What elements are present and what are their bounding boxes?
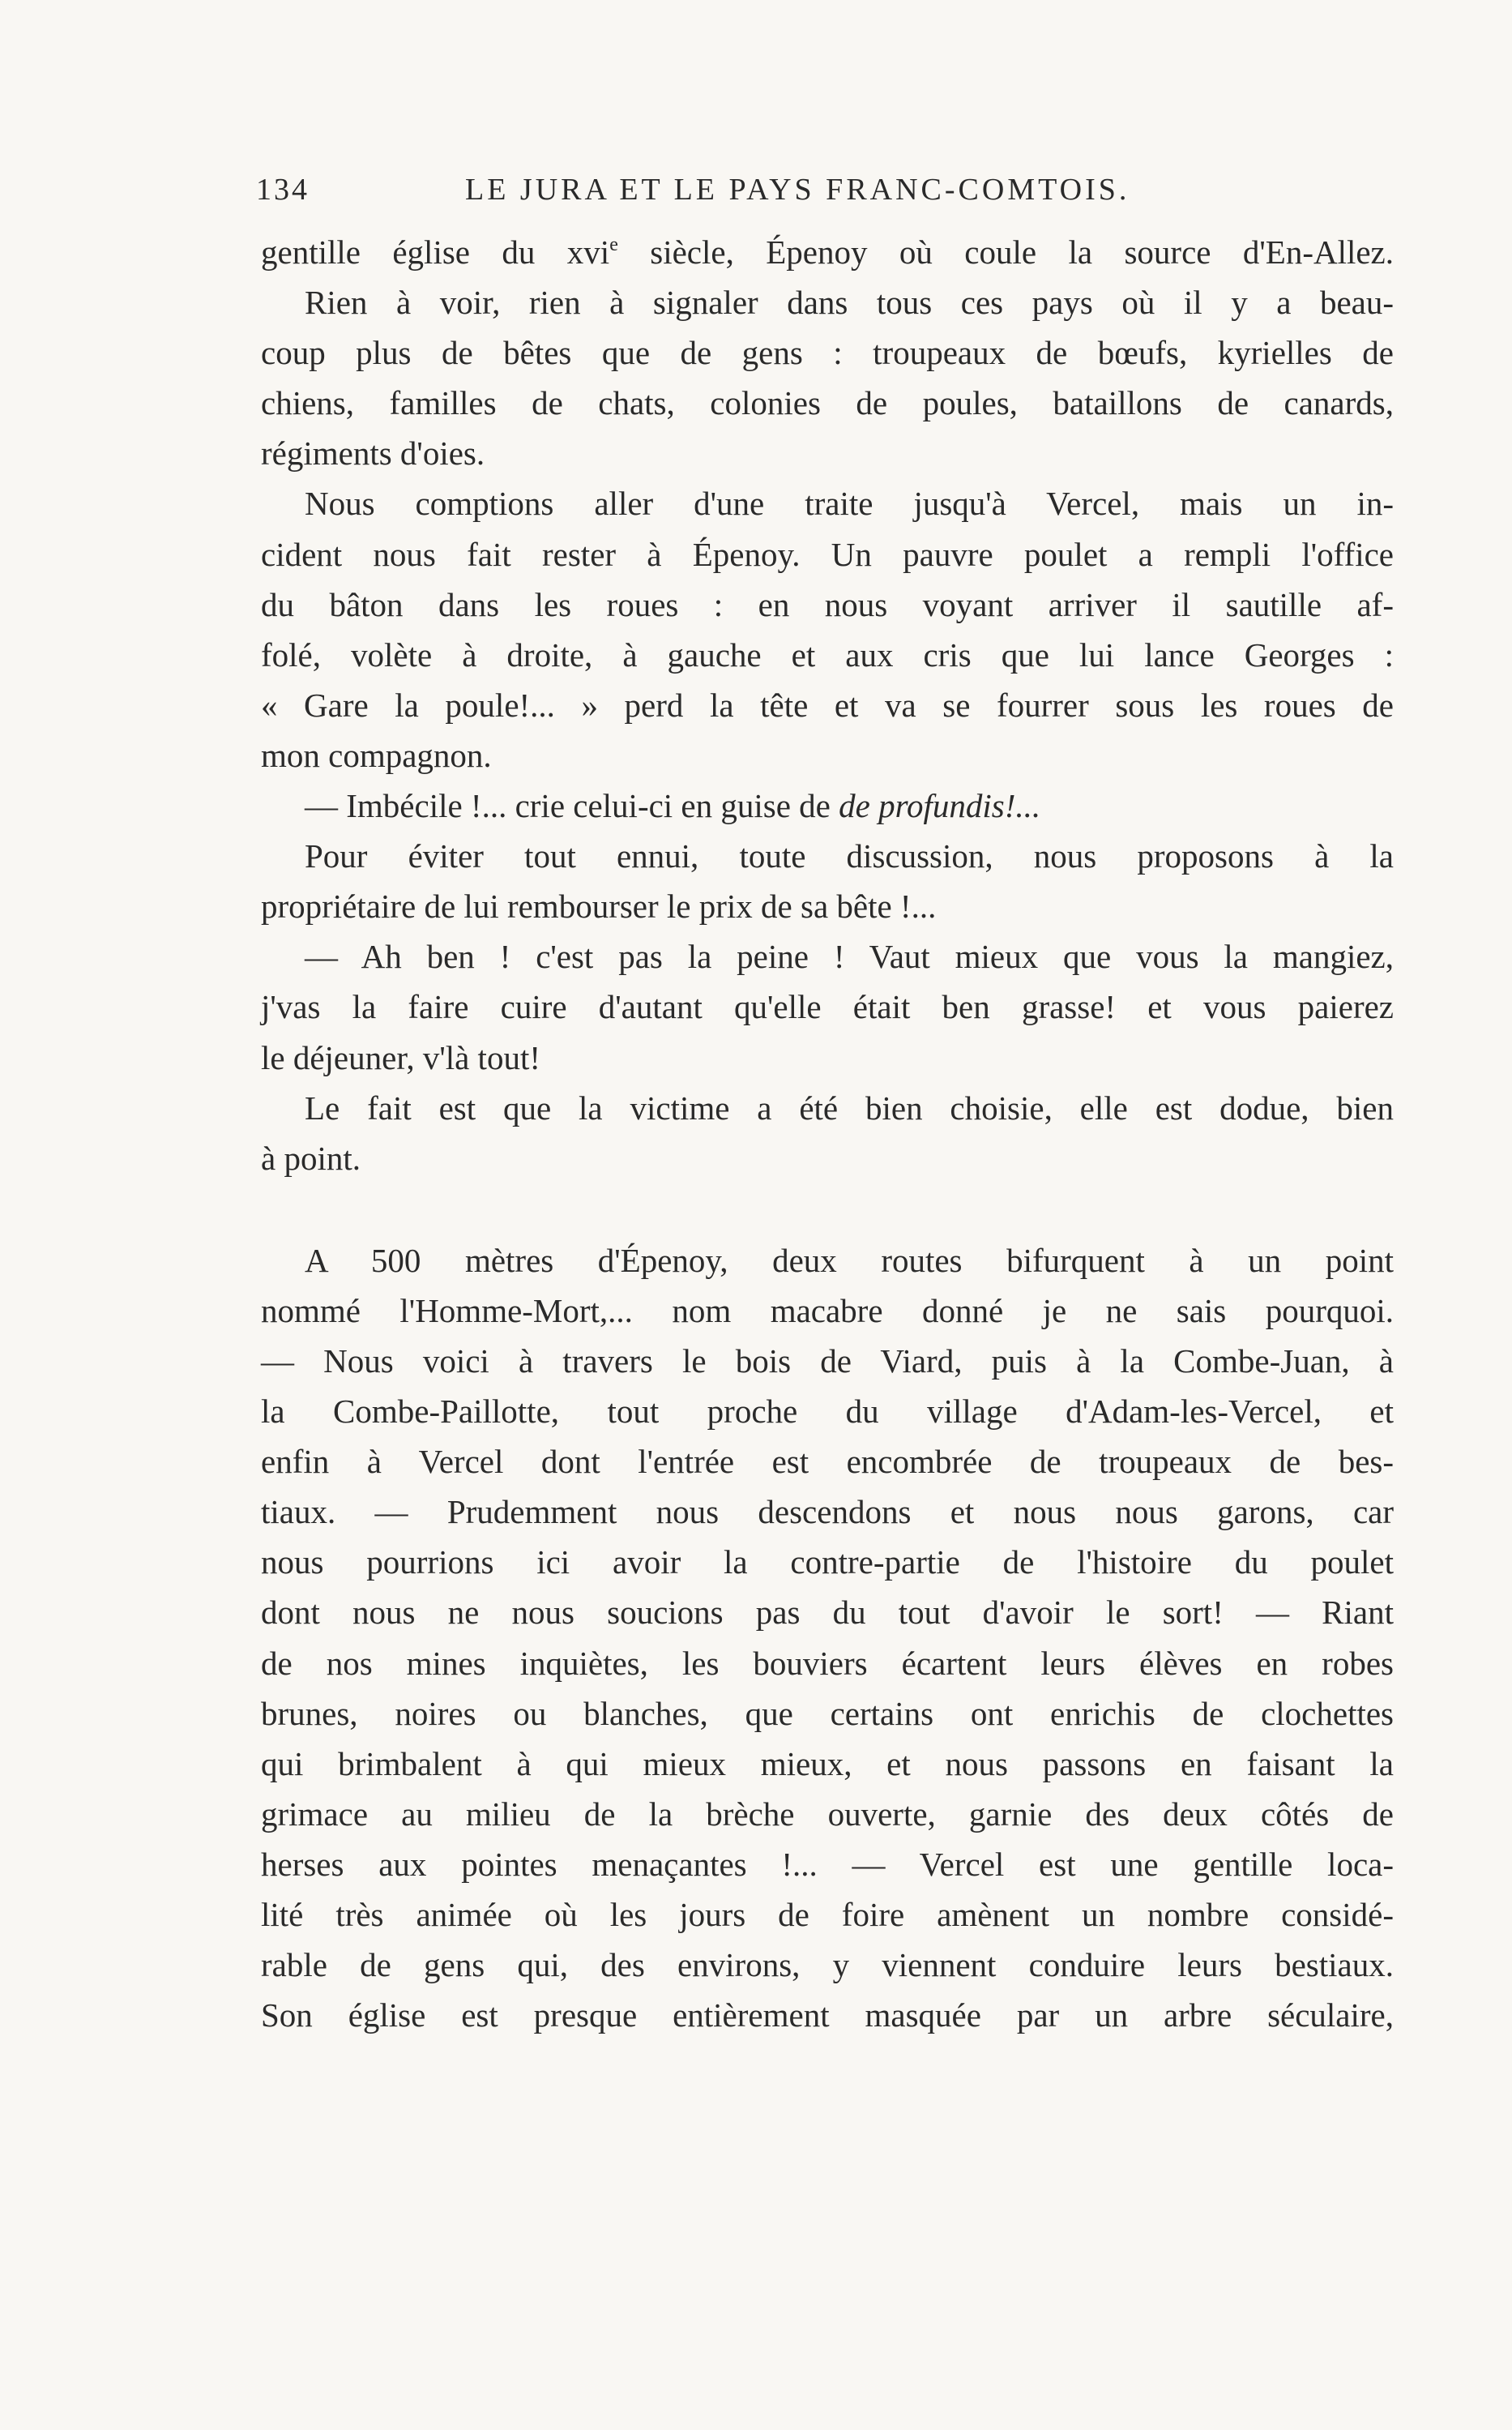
text-line: herses aux pointes menaçantes !... — Vercel est une gentille loca-	[261, 1845, 1394, 1883]
text-line: dont nous ne nous soucions pas du tout d'avoir le sort! — Riant	[261, 1594, 1394, 1632]
text-line: j'vas la faire cuire d'autant qu'elle était ben grasse! et vous paierez	[261, 988, 1394, 1026]
text-line: rable de gens qui, des environs, y viennent conduire leurs bestiaux.	[261, 1946, 1394, 1984]
text-line: coup plus de bêtes que de gens : troupeaux de bœufs, kyrielles de	[261, 334, 1394, 372]
text-line: enfin à Vercel dont l'entrée est encombrée de troupeaux de bes-	[261, 1443, 1394, 1481]
text-line: nous pourrions ici avoir la contre-partie de l'histoire du poulet	[261, 1543, 1394, 1581]
text-line: chiens, familles de chats, colonies de poules, bataillons de canards,	[261, 384, 1394, 422]
text-line: tiaux. — Prudemment nous descendons et nous nous garons, car	[261, 1493, 1394, 1531]
text-line: brunes, noires ou blanches, que certains ont enrichis de clochettes	[261, 1694, 1394, 1732]
page-header	[256, 172, 1395, 220]
text-line: du bâton dans les roues : en nous voyant arriver il sautille af-	[261, 585, 1394, 623]
text-line: à point.	[261, 1139, 361, 1177]
text-line: le déjeuner, v'là tout!	[261, 1038, 540, 1076]
text-line: — Imbécile !... crie celui-ci en guise de de profundis!...	[305, 787, 1041, 825]
text-line: Le fait est que la victime a été bien choisie, elle est dodue, bien	[305, 1089, 1394, 1127]
text-line: Rien à voir, rien à signaler dans tous ces pays où il y a beau-	[305, 284, 1394, 322]
italic-phrase: de profundis!...	[839, 787, 1041, 825]
text-line: folé, volète à droite, à gauche et aux cris que lui lance Georges :	[261, 635, 1394, 674]
text-line: Nous comptions aller d'une traite jusqu'à Vercel, mais un in-	[305, 485, 1394, 523]
text-line: qui brimbalent à qui mieux mieux, et nous passons en faisant la	[261, 1744, 1394, 1782]
text-line: mon compagnon.	[261, 736, 492, 774]
text-line: grimace au milieu de la brèche ouverte, garnie des deux côtés de	[261, 1795, 1394, 1833]
body-text	[261, 227, 1394, 2040]
text-line: nommé l'Homme-Mort,... nom macabre donné je ne sais pourquoi.	[261, 1291, 1394, 1329]
page-number: 134	[256, 173, 310, 207]
text-line: — Ah ben ! c'est pas la peine ! Vaut mieux que vous la mangiez,	[305, 938, 1394, 976]
text-line: gentille église du xvi$^e$ siècle, Épenoy où coule la source d'En-Allez.	[261, 233, 1395, 271]
text-line: cident nous fait rester à Épenoy. Un pauvre poulet a rempli l'office	[261, 535, 1394, 573]
text-line: Pour éviter tout ennui, toute discussion, nous proposons à la	[305, 837, 1394, 875]
text-line: — Nous voici à travers le bois de Viard, puis à la Combe-Juan, à	[261, 1341, 1394, 1380]
text-line: « Gare la poule!... » perd la tête et va se fourrer sous les roues de	[261, 686, 1394, 724]
text-line: de nos mines inquiètes, les bouviers écartent leurs élèves en robes	[261, 1644, 1394, 1682]
text-line: Son église est presque entièrement masquée par un arbre séculaire,	[261, 1996, 1394, 2034]
text-line: A 500 mètres d'Épenoy, deux routes bifurquent à un point	[305, 1241, 1394, 1279]
text-line: lité très animée où les jours de foire amènent un nombre considé-	[261, 1896, 1394, 1933]
text-line: propriétaire de lui rembourser le prix de sa bête !...	[261, 888, 937, 926]
text-line: régiments d'oies.	[261, 434, 485, 473]
running-title: LE JURA ET LE PAYS FRANC-COMTOIS.	[465, 173, 1130, 207]
section-gap	[261, 1183, 1394, 1235]
text-line: la Combe-Paillotte, tout proche du village d'Adam-les-Vercel, et	[261, 1393, 1394, 1431]
